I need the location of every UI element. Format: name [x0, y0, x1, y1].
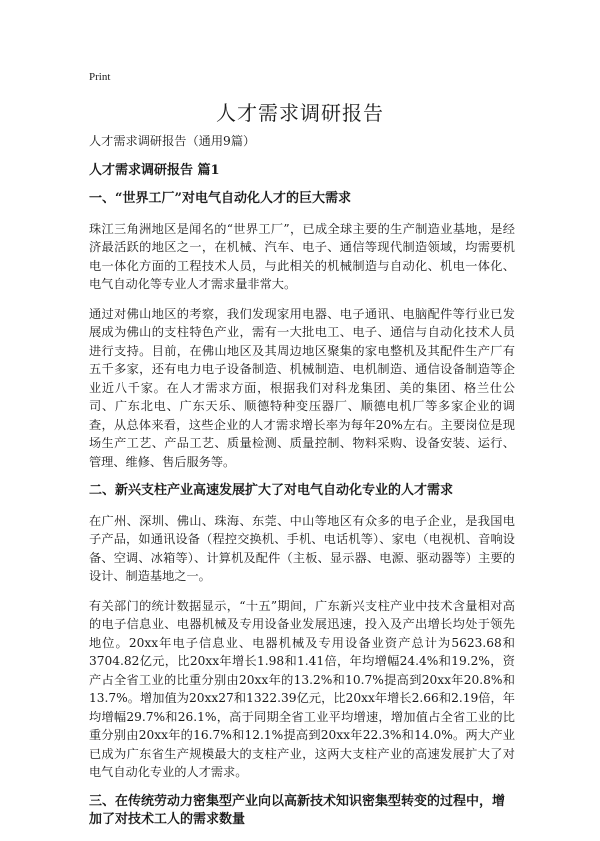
document-body [89, 132, 515, 841]
section-heading-3: 三、在传统劳动力密集型产业向以高新技术知识密集型转变的过程中，增加了对技术工人的需求数量 [89, 793, 506, 827]
paragraph: 有关部门的统计数据显示，“十五”期间，广东新兴支柱产业中技术含量相对高的电子信息业、电器机械及专用设备业发展迅速，投入及产出增长均处于领先地位。20xx年电子信息业、电器机械及专用设备业资产总计为5623.68和3704.82亿元，比20xx年增长1.98和1.41倍，年均增幅24.4%和19.2%，资产占全省工业的比重分别由20xx年的13.2%和10.7%提高到20xx年20.8%和13.7%。增加值为20xx27和1322.39亿元，比20xx年增长2.66和2.19倍，年均增幅29.7%和26.1%，高于同期全省工业平均增速，增加值占全省工业的比重分别由20xx年的16.7%和12.1%提高到20xx年22.3%和14.0%。两大产业已成为广东省生产规模最大的支柱产业，这两大支柱产业的高速发展扩大了对电气自动化专业的人才需求。 [89, 598, 515, 779]
paragraph: 在广州、深圳、佛山、珠海、东莞、中山等地区有众多的电子企业，是我国电子产品，如通讯设备（程控交换机、手机、电话机等）、家电（电视机、音响设备、空调、冰箱等）、计算机及配件（主板、显示器、电源、驱动器等）主要的设计、制造基地之一。 [89, 513, 515, 583]
document-subtitle: 人才需求调研报告（通用9篇） [89, 134, 256, 148]
paragraph: 通过对佛山地区的考察，我们发现家用电器、电子通讯、电脑配件等行业已发展成为佛山的支柱特色产业，需有一大批电工、电子、通信与自动化技术人员进行支持。目前，在佛山地区及其周边地区聚集的家电整机及其配件生产厂有五千多家，还有电力电子设备制造、机械制造、电机制造、通信设备制造等企业近八千家。在人才需求方面，根据我们对科龙集团、美的集团、格兰仕公司、广东北电、广东天乐、顺德特种变压器厂、顺德电机厂等多家企业的调查，从总体来看，这些企业的人才需求增长率为每年20%左右。主要岗位是现场生产工艺、产品工艺、质量检测、质量控制、物料采购、设备安装、运行、管理、维修、售后服务等。 [89, 306, 515, 469]
part-title: 人才需求调研报告 篇1 [89, 162, 220, 178]
section-heading-2: 二、新兴支柱产业高速发展扩大了对电气自动化专业的人才需求 [89, 483, 454, 498]
paragraph: 珠江三角洲地区是闻名的“世界工厂”，已成全球主要的生产制造业基地，是经济最活跃的地区之一，在机械、汽车、电子、通信等现代制造领域，均需要机电一体化方面的工程技术人员，与此相关的机械制造与自动化、机电一体化、电气自动化等专业人才需求量非常大。 [89, 221, 515, 291]
print-link[interactable]: Print [89, 71, 111, 83]
section-heading-1: 一、“世界工厂”对电气自动化人才的巨大需求 [89, 191, 351, 206]
page-title: 人才需求调研报告 [216, 101, 384, 125]
